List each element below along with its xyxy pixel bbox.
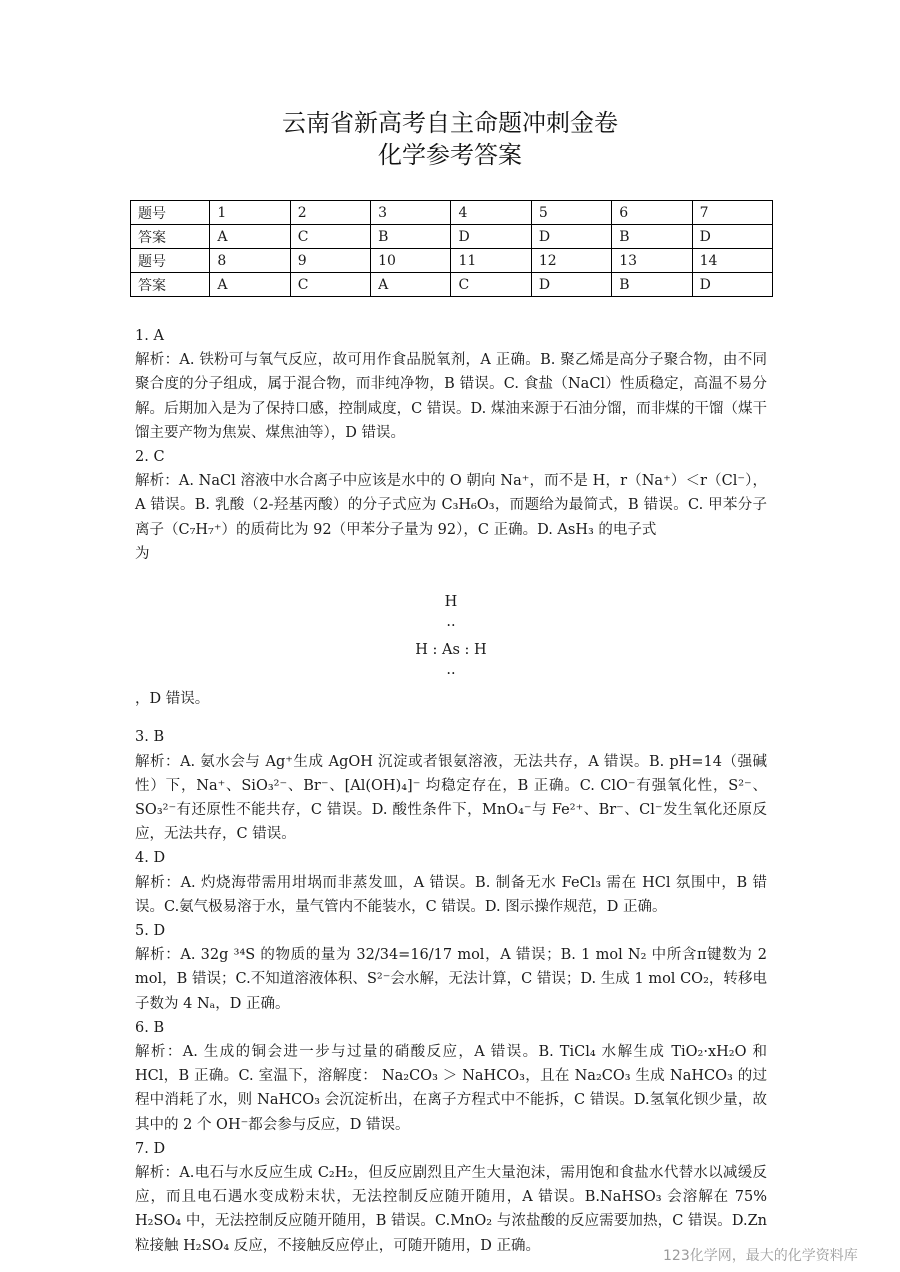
table-cell: B (612, 225, 692, 249)
table-cell: 5 (531, 201, 611, 225)
table-cell: 3 (371, 201, 451, 225)
question-number: 4. D (135, 850, 166, 867)
question-explanation: 解析：A. 32g ³⁴S 的物质的量为 32/34=16/17 mol，A 错误；B. 1 mol N₂ 中所含π键数为 2 mol，B 错误；C.不知道溶液体积、S²⁻会水解，无法计算，C 错误；D. 生成 1 mol CO₂，转移电子数为 4 Nₐ，D 正确。 (135, 947, 767, 1012)
table-cell: 7 (692, 201, 772, 225)
table-cell: B (612, 273, 692, 297)
table-cell: 4 (451, 201, 531, 225)
table-row (131, 225, 773, 249)
table-cell: 14 (692, 249, 772, 273)
formula-prefix: 为 (135, 545, 150, 562)
table-cell: 12 (531, 249, 611, 273)
row-header-cell: 答案 (131, 225, 210, 249)
row-header-cell: 题号 (131, 249, 210, 273)
answer-table (130, 200, 773, 297)
question-explanation: 解析：A. NaCl 溶液中水合离子中应该是水中的 O 朝向 Na⁺，而不是 H，r（Na⁺）＜r（Cl⁻），A 错误。B. 乳酸（2-羟基丙酸）的分子式应为 C₃H₆O₃，而题给为最简式，B 错误。C. 甲苯分子离子（C₇H₇⁺）的质荷比为 92（甲苯分子量为 92），C 正确。D. AsH₃ 的电子式 (135, 473, 767, 538)
table-row (131, 249, 773, 273)
table-cell: 6 (612, 201, 692, 225)
question-number: 5. D (135, 922, 166, 939)
table-cell: A (371, 273, 451, 297)
question-number: 1. A (135, 328, 164, 344)
table-cell: 11 (451, 249, 531, 273)
table-cell: A (210, 273, 290, 297)
table-cell: 13 (612, 249, 692, 273)
answer-explanations: 1. A 解析：A. 铁粉可与氧气反应，故可用作食品脱氧剂，A 正确。B. 聚乙烯是高分子聚合物，由不同聚合度的分子组成，属于混合物，而非纯净物，B 错误。C. 食盐（NaCl）性质稳定，高温不易分解。后期加入是为了保持口感，控制咸度，C 错误。D. 煤油来源于石油分馏，而非煤的干馏（煤干馏主要产物为焦炭、煤焦油等），D 错误。 2. C 解析：A. NaCl 溶液中水合离子中应该是水中的 O 朝向 Na⁺，而不是 H，r（Na⁺）＜r（Cl⁻），A 错误。B. 乳酸（2-羟基丙酸）的分子式应为 C₃H₆O₃，而题给为最简式，B 错误。C. 甲苯分子离子（C₇H₇⁺）的质荷比为 92（甲苯分子量为 92），C 正确。D. AsH₃ 的电子式 为 H ·· H : As : H ·· ，D 错误。 3. B 解析：A. 氨水会与 Ag⁺生成 AgOH 沉淀或者银氨溶液，无法共存，A 错误。B. pH=14（强碱性）下，Na⁺、SiO₃²⁻、Br⁻、[Al(OH)₄]⁻ 均稳定存在，B 正确。C. ClO⁻有强氧化性，S²⁻、SO₃²⁻有还原性不能共存，C 错误。D. 酸性条件下，MnO₄⁻与 Fe²⁺、Br⁻、Cl⁻发生氧化还原反应，无法共存，C 错误。 4. D 解析：A. 灼烧海带需用坩埚而非蒸发皿，A 错误。B. 制备无水 FeCl₃ 需在 HCl 氛围中，B 错误。C.氨气极易溶于水，量气管内不能装水，C 错误。D. 图示操作规范，D 正确。 5. D 解析：A. 32g ³⁴S 的物质的量为 32/34=16/17 mol，A 错误；B. 1 mol N₂ 中所含π键数为 2 mol，B 错误；C.不知道溶液体积、S²⁻会水解，无法计算，C 错误；D. 生成 1 mol CO₂，转移电子数为 4 Nₐ，D 正确。 6. B 解析：A. 生成的铜会进一步与过量的硝酸反应，A 错误。B. TiCl₄ 水解生成 TiO₂·xH₂O 和 HCl，B 正确。C. 室温下，溶解度： Na₂CO₃ ＞ NaHCO₃，且在 Na₂CO₃ 生成 NaHCO₃ 的过程中消耗了水，则 NaHCO₃ 会沉淀析出，在离子方程式中不能拆，C 错误。D.氢氧化钡少量，故其中的 2 个 OH⁻都会参与反应，D 错误。 7. D 解析：A.电石与水反应生成 C₂H₂，但反应剧烈且产生大量泡沫，需用饱和食盐水代替水以减缓反应，而且电石遇水变成粉末状，无法控制反应随开随用，A 错误。B.NaHSO₃ 会溶解在 75% H₂SO₄ 中，无法控制反应随开随用，B 错误。C.MnO₂ 与浓盐酸的反应需要加热，C 错误。D.Zn 粒接触 H₂SO₄ 反应，不接触反应停止，可随开随用，D 正确。 (135, 324, 767, 1258)
document-title: 云南省新高考自主命题冲刺金卷 (282, 109, 618, 137)
table-cell: D (692, 225, 772, 249)
table-row (131, 201, 773, 225)
table-cell: C (451, 273, 531, 297)
question-explanation-formula-line (135, 542, 767, 590)
question-number: 3. B (135, 729, 165, 746)
row-header-cell: 题号 (131, 201, 210, 225)
document-subtitle: 化学参考答案 (378, 141, 522, 169)
table-cell: C (290, 225, 370, 249)
question-number: 2. C (135, 449, 165, 466)
question-explanation: 解析：A. 灼烧海带需用坩埚而非蒸发皿，A 错误。B. 制备无水 FeCl₃ 需在 HCl 氛围中，B 错误。C.氨气极易溶于水，量气管内不能装水，C 错误。D. 图示操作规范，D 正确。 (135, 874, 767, 915)
question-explanation: 解析：A. 生成的铜会进一步与过量的硝酸反应，A 错误。B. TiCl₄ 水解生成 TiO₂·xH₂O 和 HCl，B 正确。C. 室温下，溶解度： Na₂CO₃ ＞ NaHCO₃，且在 Na₂CO₃ 生成 NaHCO₃ 的过程中消耗了水，则 NaHCO₃ 会沉淀析出，在离子方程式中不能拆，C 错误。D.氢氧化钡少量，故其中的 2 个 OH⁻都会参与反应，D 错误。 (135, 1043, 767, 1133)
table-cell: D (692, 273, 772, 297)
footer-watermark: 123化学网，最大的化学资料库 (663, 1248, 858, 1264)
table-cell: 2 (290, 201, 370, 225)
question-number: 6. B (135, 1019, 165, 1036)
table-row (131, 273, 773, 297)
table-cell: D (451, 225, 531, 249)
formula-suffix: ，D 错误。 (135, 690, 210, 707)
question-explanation: 解析：A.电石与水反应生成 C₂H₂，但反应剧烈且产生大量泡沫，需用饱和食盐水代替水以减缓反应，而且电石遇水变成粉末状，无法控制反应随开随用，A 错误。B.NaHSO₃ 会溶解在 75% H₂SO₄ 中，无法控制反应随开随用，B 错误。C.MnO₂ 与浓盐酸的反应需要加热，C 错误。D.Zn 粒接触 H₂SO₄ 反应，不接触反应停止，可随开随用，D 正确。 (135, 1165, 767, 1254)
question-explanation: 解析：A. 铁粉可与氧气反应，故可用作食品脱氧剂，A 正确。B. 聚乙烯是高分子聚合物，由不同聚合度的分子组成，属于混合物，而非纯净物，B 错误。C. 食盐（NaCl）性质稳定，高温不易分解。后期加入是为了保持口感，控制咸度，C 错误。D. 煤油来源于石油分馏，而非煤的干馏（煤干馏主要产物为焦炭、煤焦油等），D 错误。 (135, 352, 767, 441)
table-cell: B (371, 225, 451, 249)
table-cell: 8 (210, 249, 290, 273)
electron-formula (150, 542, 228, 566)
table-cell: D (531, 273, 611, 297)
question-explanation: 解析：A. 氨水会与 Ag⁺生成 AgOH 沉淀或者银氨溶液，无法共存，A 错误。B. pH=14（强碱性）下，Na⁺、SiO₃²⁻、Br⁻、[Al(OH)₄]⁻ 均稳定存在，B 正确。C. ClO⁻有强氧化性，S²⁻、SO₃²⁻有还原性不能共存，C 错误。D. 酸性条件下，MnO₄⁻与 Fe²⁺、Br⁻、Cl⁻发生氧化还原反应，无法共存，C 错误。 (135, 753, 767, 843)
row-header-cell: 答案 (131, 273, 210, 297)
table-cell: 10 (371, 249, 451, 273)
table-cell: 1 (210, 201, 290, 225)
table-cell: C (290, 273, 370, 297)
question-number: 7. D (135, 1140, 166, 1157)
table-cell: A (210, 225, 290, 249)
table-cell: 9 (290, 249, 370, 273)
table-cell: D (531, 225, 611, 249)
